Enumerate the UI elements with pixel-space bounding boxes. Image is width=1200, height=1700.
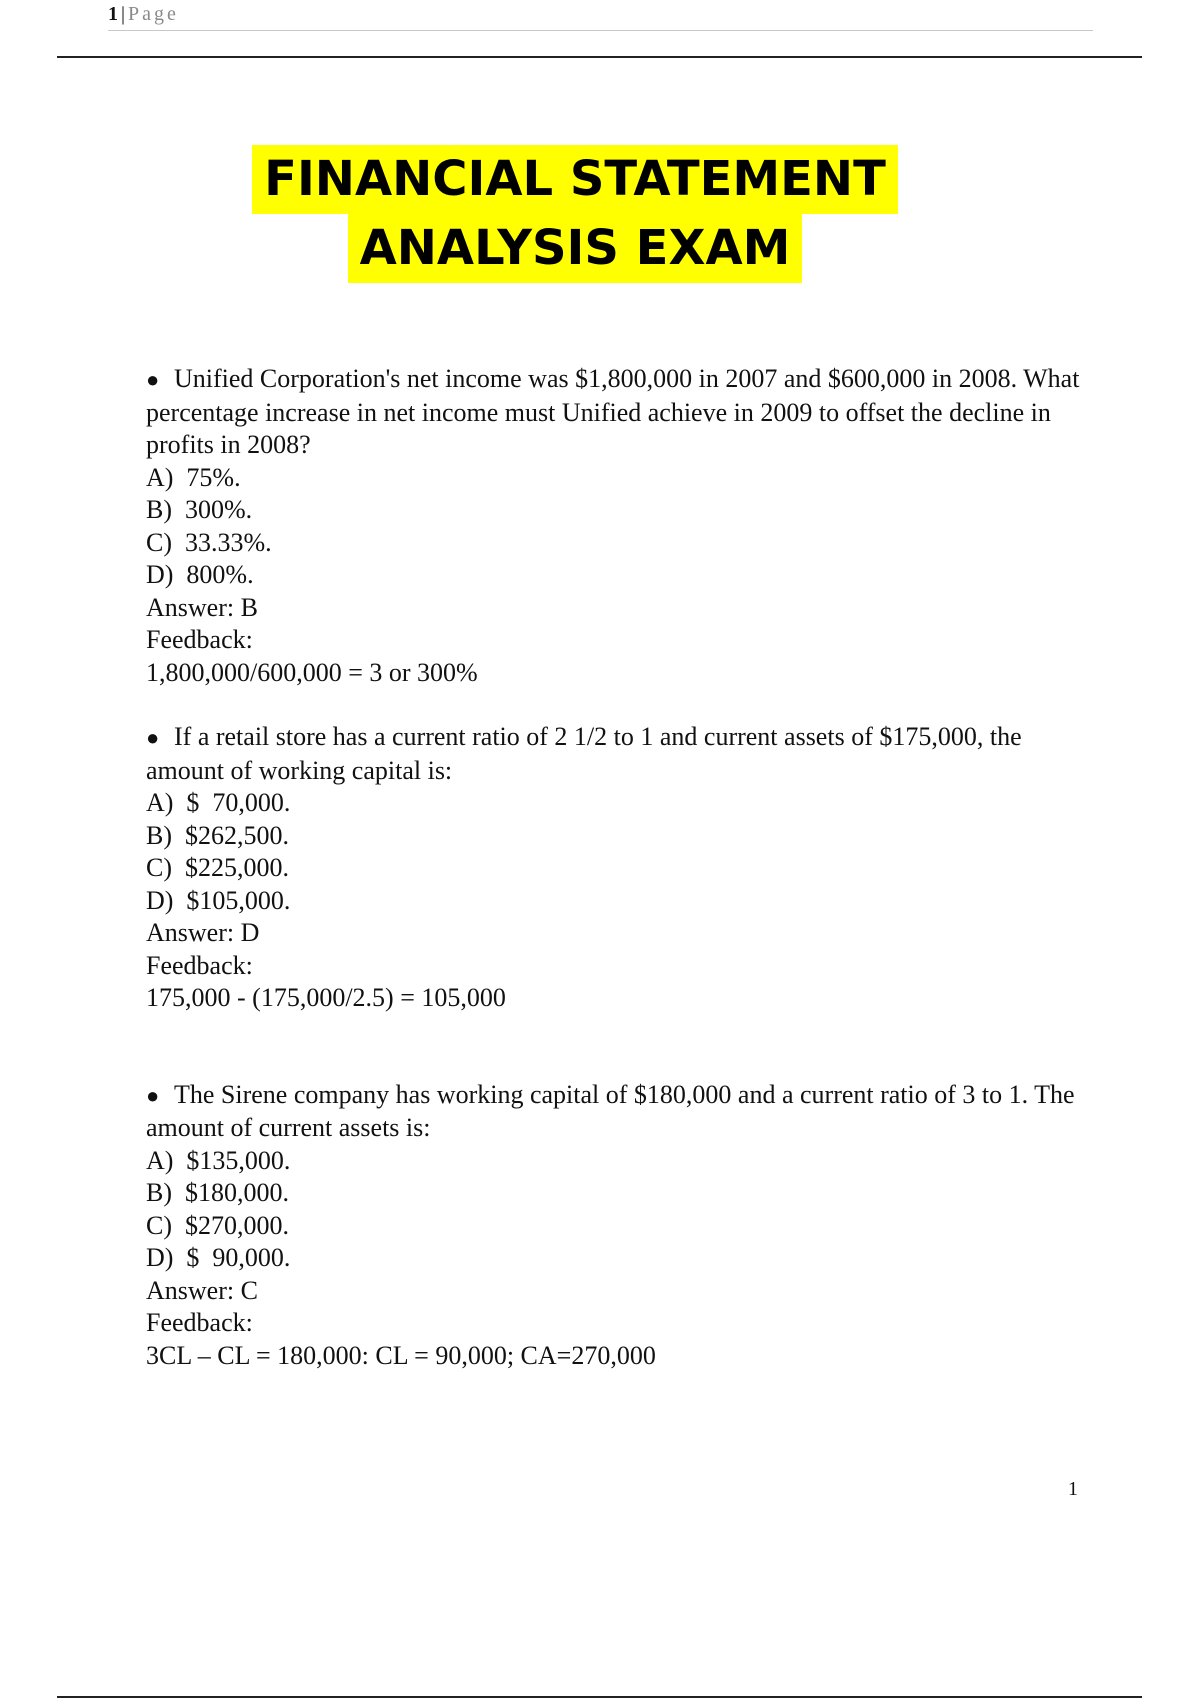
page-header <box>108 0 1093 31</box>
question-stem <box>146 1079 1091 1145</box>
feedback-label: Feedback: <box>146 950 253 980</box>
feedback-text: 3CL – CL = 180,000: CL = 90,000; CA=270,000 <box>146 1340 656 1370</box>
bullet-icon: ● <box>146 725 160 750</box>
question-item <box>146 1079 1091 1373</box>
questions-list <box>146 363 1091 1372</box>
document-title <box>0 145 1150 283</box>
feedback-label: Feedback: <box>146 1308 253 1337</box>
option-c: C) $270,000. <box>146 1210 289 1240</box>
option-d: D) $105,000. <box>146 885 291 915</box>
answer-line: Answer: C <box>146 1275 258 1305</box>
option-c: C) $225,000. <box>146 853 289 882</box>
bullet-icon: ● <box>146 367 160 392</box>
option-d: D) 800%. <box>146 560 254 589</box>
option-c: C) 33.33%. <box>146 527 272 557</box>
question-text: The Sirene company has working capital of $180,000 and a current ratio of 3 to 1. The amount of current assets is: <box>146 1079 1075 1142</box>
option-b: B) $262,500. <box>146 820 289 850</box>
option-a: A) 75%. <box>146 462 241 492</box>
title-line-1: FINANCIAL STATEMENT <box>252 145 898 214</box>
option-a: A) $135,000. <box>146 1145 291 1175</box>
question-item <box>146 721 1091 1015</box>
question-stem <box>146 363 1091 462</box>
header-separator: | <box>121 3 126 25</box>
footer-page-number: 1 <box>1068 1478 1078 1500</box>
question-text: If a retail store has a current ratio of 2 1/2 to 1 and current assets of $175,000, the amount of working capital is: <box>146 722 1022 785</box>
footer-rule <box>57 1696 1142 1698</box>
header-page-number: 1 <box>108 3 118 25</box>
question-item <box>146 363 1091 689</box>
option-b: B) 300%. <box>146 495 253 524</box>
option-a: A) $ 70,000. <box>146 788 291 817</box>
feedback-text: 175,000 - (175,000/2.5) = 105,000 <box>146 983 506 1012</box>
option-b: B) $180,000. <box>146 1178 289 1207</box>
title-line-2: ANALYSIS EXAM <box>348 214 803 283</box>
option-d: D) $ 90,000. <box>146 1243 291 1272</box>
feedback-text: 1,800,000/600,000 = 3 or 300% <box>146 657 478 687</box>
answer-line: Answer: B <box>146 592 258 622</box>
header-rule <box>57 56 1142 58</box>
question-stem <box>146 721 1091 787</box>
feedback-label: Feedback: <box>146 625 253 654</box>
bullet-icon: ● <box>146 1082 160 1108</box>
answer-line: Answer: D <box>146 918 260 947</box>
header-page-word: Page <box>128 3 179 25</box>
question-text: Unified Corporation's net income was $1,800,000 in 2007 and $600,000 in 2008. What percentage increase in net income must Unified achieve in 2009 to offset the decline in profits in 2008? <box>146 364 1080 459</box>
